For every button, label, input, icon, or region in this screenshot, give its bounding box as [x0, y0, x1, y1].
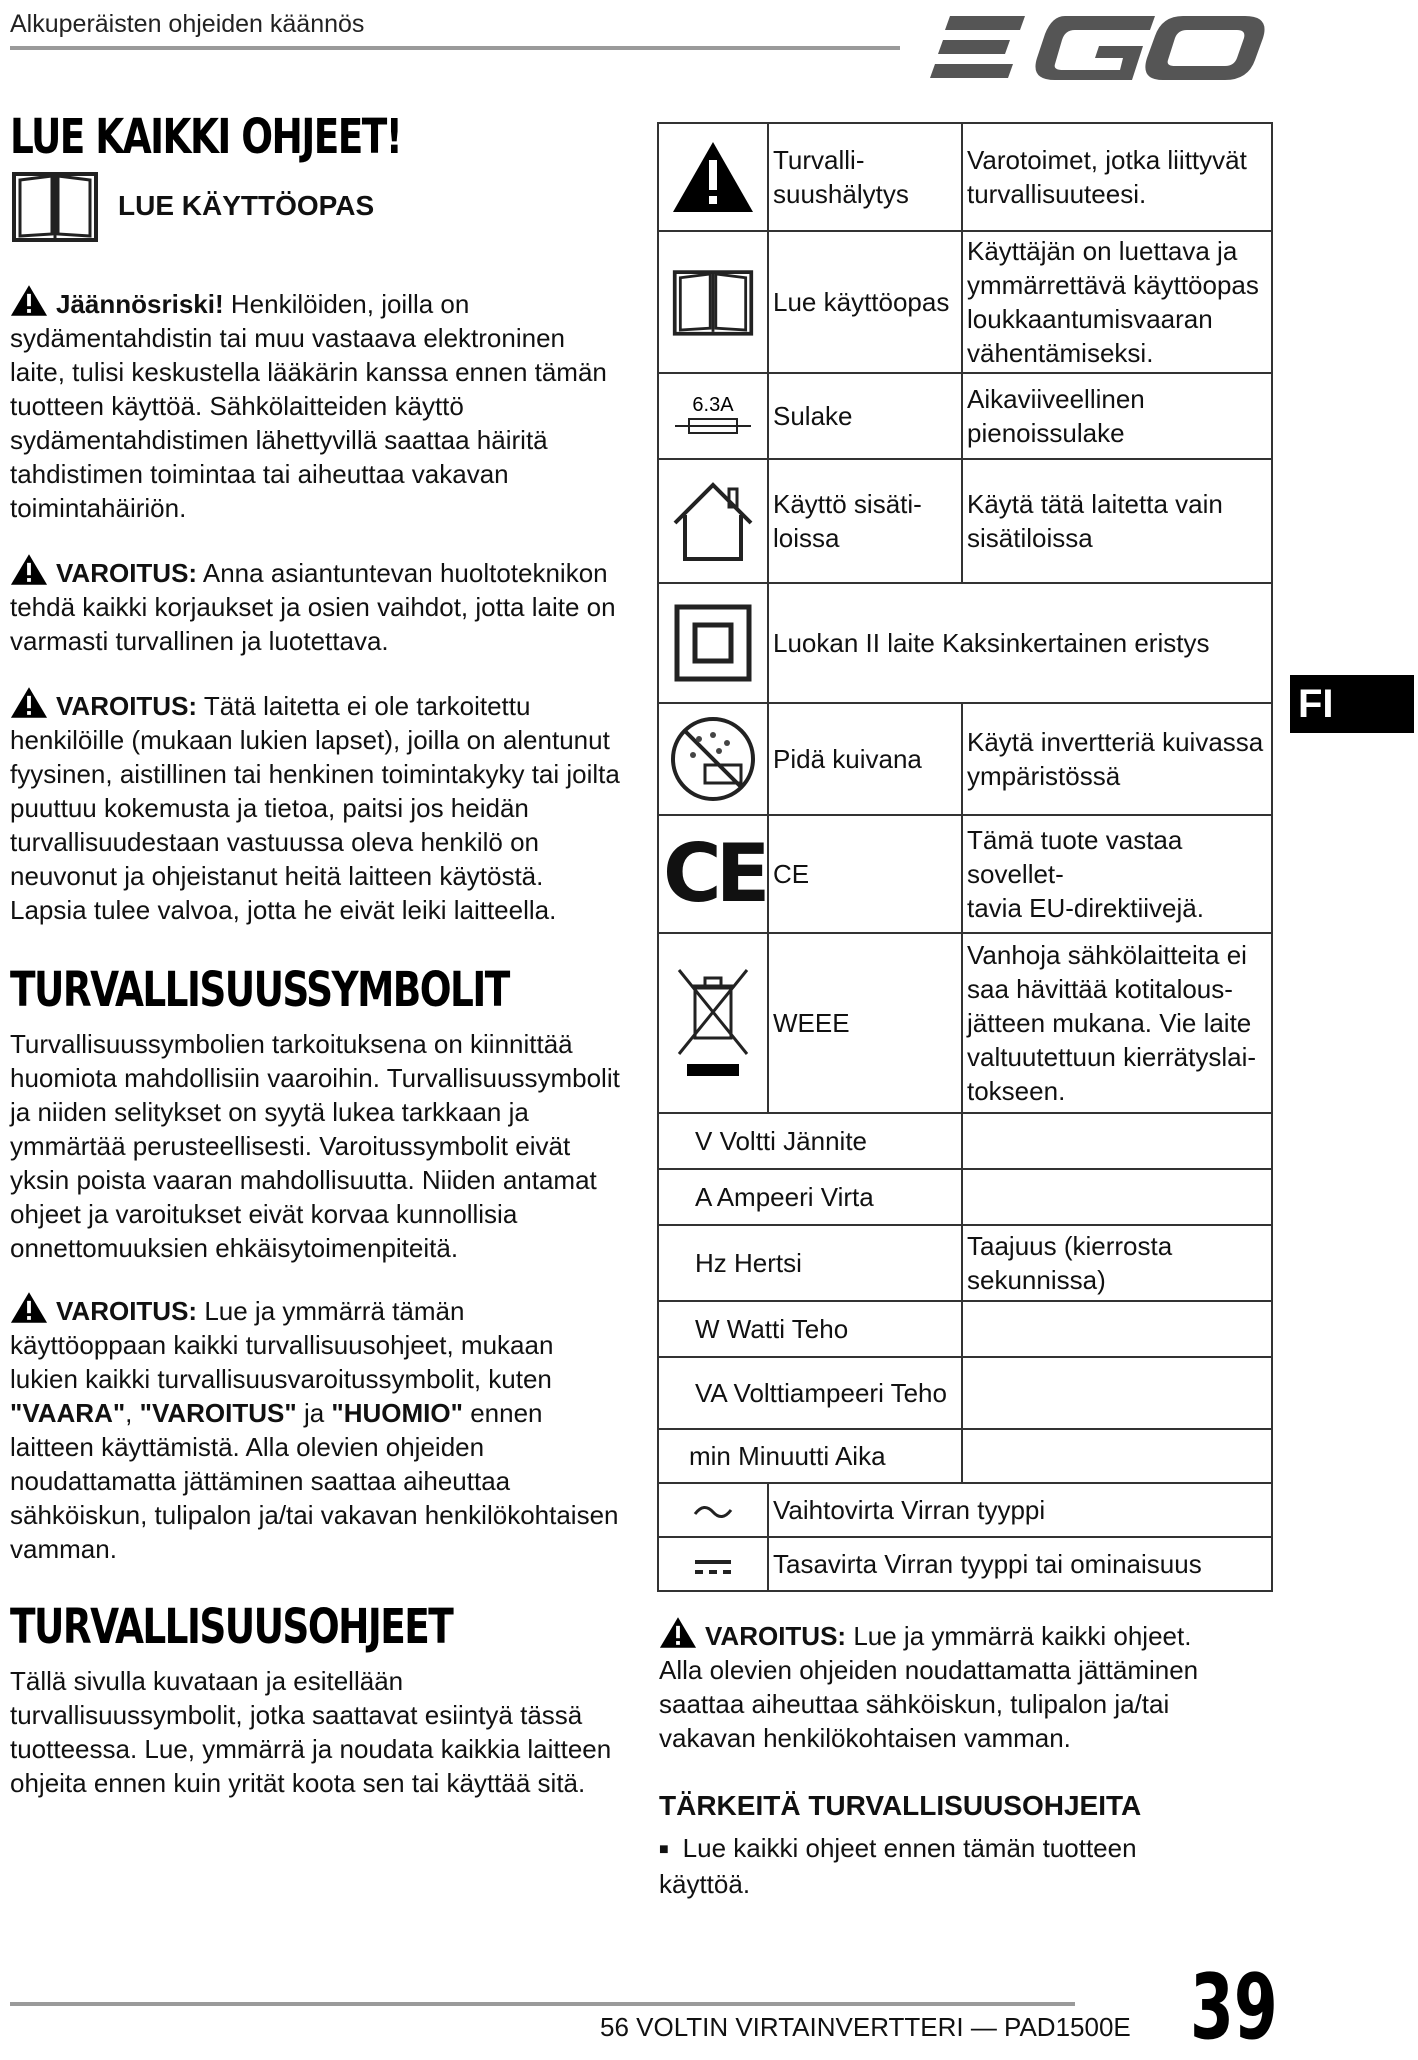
house-icon — [671, 479, 755, 563]
table-row — [658, 231, 1272, 373]
class-ii-icon — [673, 603, 753, 683]
keep-dry-icon — [669, 715, 757, 803]
symbol-desc: Käytä invertteriä kuivassa ympäristössä — [962, 703, 1272, 815]
table-row — [658, 123, 1272, 231]
unit-volt: V Voltti Jännite — [658, 1113, 962, 1169]
symbol-name: Pidä kuivana — [768, 703, 962, 815]
dc-icon — [691, 1554, 735, 1578]
footer-rule — [10, 2002, 1075, 2006]
residual-risk-paragraph — [10, 284, 625, 525]
symbol-cell — [658, 815, 768, 933]
symbol-cell — [658, 703, 768, 815]
warning-4-text: Lue ja ymmärrä kaikki ohjeet. Alla olevien ohjeiden noudattamatta jättäminen saattaa aiheuttaa sähköiskun, tulipalon ja/tai vakavan henkilökohtaisen vamman. — [659, 1621, 1199, 1753]
heading-read-all: LUE KAIKKI OHJEET! — [10, 109, 402, 165]
manual-book-icon — [10, 166, 100, 246]
table-row — [658, 1537, 1272, 1591]
heading-safety-instructions: TURVALLISUUSOHJEET — [10, 1599, 453, 1655]
warning-2-label: VAROITUS: — [56, 691, 198, 721]
weee-icon — [673, 964, 753, 1082]
warning-3-text-a: Lue ja ymmärrä tämän käyttöoppaan kaikki turvallisuusohjeet, mukaan lukien kaikki turvallisuusvaroitussymbolit, kuten — [10, 1296, 554, 1394]
unit-hertz: Hz Hertsi — [658, 1225, 962, 1301]
symbol-name: Turvalli- suushälytys — [768, 123, 962, 231]
warning-1-paragraph — [10, 553, 625, 658]
symbol-cell — [658, 1537, 768, 1591]
symbol-cell — [658, 459, 768, 583]
warning-2-paragraph — [10, 686, 625, 927]
warning-3-varoitus: "VAROITUS" — [139, 1398, 297, 1428]
unit-minute: min Minuutti Aika — [658, 1429, 962, 1483]
warning-1-label: VAROITUS: — [56, 558, 198, 588]
symbol-cell — [658, 933, 768, 1113]
residual-risk-label: Jäännösriski! — [56, 289, 224, 319]
symbol-cell — [658, 373, 768, 459]
table-row — [658, 373, 1272, 459]
warning-triangle-icon — [659, 1616, 697, 1649]
unit-watt: W Watti Teho — [658, 1301, 962, 1357]
ce-icon: CE — [663, 827, 765, 920]
symbol-name: Käyttö sisäti- loissa — [768, 459, 962, 583]
fuse-icon — [671, 391, 755, 441]
warning-2-text: Tätä laitetta ei ole tarkoitettu henkilöille (mukaan lukien lapset), joilla on alentunut fyysinen, aistillinen tai henkinen toimintakyky tai joilta puuttuu kokemusta ja tietoa, paitsi jos heidän turvallisuudestaan vastuussa oleva henkilö on neuvonut ja ohjeistanut heitä laitteen käytöstä. Lapsia tulee valvoa, jotta he eivät leiki laitteella. — [10, 691, 620, 925]
instructions-paragraph: Tällä sivulla kuvataan ja esitellään turvallisuussymbolit, jotka saattavat esiintyä tässä tuotteessa. Lue, ymmärrä ja noudata kaikkia laitteen ohjeita ennen kuin yrität koota sen tai käyttää sitä. — [10, 1666, 612, 1798]
ac-icon — [691, 1500, 735, 1524]
warning-1-text: Anna asiantuntevan huoltoteknikon tehdä kaikki korjaukset ja osien vaihdot, jotta laite on varmasti turvallinen ja luotettava. — [10, 558, 616, 656]
symbol-desc — [962, 1301, 1272, 1357]
read-manual-label: LUE KÄYTTÖOPAS — [118, 190, 375, 221]
footer-text: 56 VOLTIN VIRTAINVERTTERI — PAD1500E — [600, 2012, 1131, 2042]
table-row — [658, 1429, 1272, 1483]
table-row — [658, 1113, 1272, 1169]
symbol-name: CE — [768, 815, 962, 933]
warning-3-paragraph: VAROITUS: Lue ja ymmärrä tämän käyttöoppaan kaikki turvallisuusohjeet, mukaan lukien kaikki turvallisuusvaroitussymbolit, kuten "VAARA", "VAROITUS" ja "HUOMIO" ennen laitteen käyttämistä. Alla olevien ohjeiden noudattamatta jättäminen saattaa aiheuttaa sähköiskun, tulipalon ja/tai vakavan henkilökohtaisen vamman. — [10, 1291, 625, 1566]
warning-triangle-icon — [10, 284, 48, 317]
warning-3-label: VAROITUS: — [56, 1296, 198, 1326]
warning-3-text-b: ennen laitteen käyttämistä. Alla olevien ohjeiden noudattamatta jättäminen saattaa aiheuttaa sähköiskun, tulipalon ja/tai vakavan henkilökohtaisen vamman. — [10, 1398, 619, 1564]
symbol-cell — [658, 231, 768, 373]
unit-ampere: A Ampeeri Virta — [658, 1169, 962, 1225]
table-row — [658, 1169, 1272, 1225]
symbol-merged-text: Vaihtovirta Virran tyyppi — [768, 1483, 1272, 1537]
symbol-cell — [658, 1483, 768, 1537]
symbol-desc: Käytä tätä laitetta vain sisätiloissa — [962, 459, 1272, 583]
svg-text:6.3A: 6.3A — [692, 394, 734, 416]
warning-triangle-icon — [10, 686, 48, 719]
symbol-desc — [962, 1113, 1272, 1169]
warning-4-label: VAROITUS: — [705, 1621, 847, 1651]
table-row — [658, 583, 1272, 703]
symbol-cell — [658, 123, 768, 231]
manual-book-icon — [671, 264, 755, 340]
important-list — [659, 1831, 1219, 1901]
table-row — [658, 1301, 1272, 1357]
heading-safety-symbols: TURVALLISUUSSYMBOLIT — [10, 962, 509, 1018]
warning-triangle-icon — [10, 1291, 48, 1324]
left-column — [10, 109, 625, 1800]
table-row — [658, 815, 1272, 933]
list-item: ■ Lue kaikki ohjeet ennen tämän tuotteen käyttöä. — [659, 1831, 1219, 1901]
page-number: 39 — [1190, 1955, 1278, 2060]
warning-3-huomio: "HUOMIO" — [331, 1398, 463, 1428]
table-row — [658, 1483, 1272, 1537]
unit-voltampere: VA Volttiampeeri Teho — [658, 1357, 962, 1429]
table-row — [658, 1225, 1272, 1301]
read-manual-row — [10, 166, 625, 246]
table-row — [658, 933, 1272, 1113]
language-tab: FI — [1290, 675, 1414, 733]
table-row — [658, 1357, 1272, 1429]
symbol-desc: Aikaviiveellinen pienoissulake — [962, 373, 1272, 459]
warning-3-ja: ja — [303, 1398, 325, 1428]
warning-triangle-icon — [10, 553, 48, 586]
symbol-desc: Taajuus (kierrosta sekunnissa) — [962, 1225, 1272, 1301]
warning-4-paragraph — [659, 1616, 1219, 1755]
symbol-name: Lue käyttöopas — [768, 231, 962, 373]
symbol-name: Sulake — [768, 373, 962, 459]
symbols-table — [657, 122, 1273, 1592]
symbol-name: WEEE — [768, 933, 962, 1113]
symbol-desc: Tämä tuote vastaa sovellet- tavia EU-direktiivejä. — [962, 815, 1272, 933]
symbol-desc: Vanhoja sähkölaitteita ei saa hävittää kotitalous- jätteen mukana. Vie laite valtuutettuun kierrätyslai- tokseen. — [962, 933, 1272, 1113]
symbol-merged-text: Tasavirta Virran tyyppi tai ominaisuus — [768, 1537, 1272, 1591]
ego-logo — [925, 8, 1270, 88]
symbol-desc — [962, 1169, 1272, 1225]
symbol-merged-text: Luokan II laite Kaksinkertainen eristys — [768, 583, 1272, 703]
header-title: Alkuperäisten ohjeiden käännös — [10, 10, 365, 38]
header-rule — [10, 46, 900, 50]
symbol-cell — [658, 583, 768, 703]
symbol-desc: Käyttäjän on luettava ja ymmärrettävä käyttöopas loukkaantumisvaaran vähentämiseksi. — [962, 231, 1272, 373]
symbols-paragraph: Turvallisuussymbolien tarkoituksena on kiinnittää huomiota mahdollisiin vaaroihin. Turvallisuussymbolit ja niiden selitykset on syytä lukea tarkkaan ja ymmärtää perusteellisesti. Varoitussymbolit eivät yksin poista vaaran mahdollisuutta. Niiden antamat ohjeet ja varoitukset eivät korvaa kunnollisia onnettomuuksien ehkäisytoimenpiteitä. — [10, 1029, 620, 1263]
table-row — [658, 459, 1272, 583]
symbol-desc — [962, 1429, 1272, 1483]
symbol-desc — [962, 1357, 1272, 1429]
right-column — [659, 1616, 1219, 1901]
warning-triangle-icon — [671, 140, 755, 214]
warning-3-vaara: "VAARA" — [10, 1398, 126, 1428]
important-heading: TÄRKEITÄ TURVALLISUUSOHJEITA — [659, 1790, 1142, 1821]
table-row — [658, 703, 1272, 815]
residual-risk-text: Henkilöiden, joilla on sydämentahdistin tai muu vastaava elektroninen laite, tulisi keskustella lääkärin kanssa ennen tämän tuotteen käyttöä. Sähkölaitteiden käyttö sydämentahdistimen lähettyvillä saattaa häiritä tahdistimen toimintaa tai aiheuttaa vakavan toimintahäiriön. — [10, 289, 607, 523]
symbol-desc: Varotoimet, jotka liittyvät turvallisuuteesi. — [962, 123, 1272, 231]
